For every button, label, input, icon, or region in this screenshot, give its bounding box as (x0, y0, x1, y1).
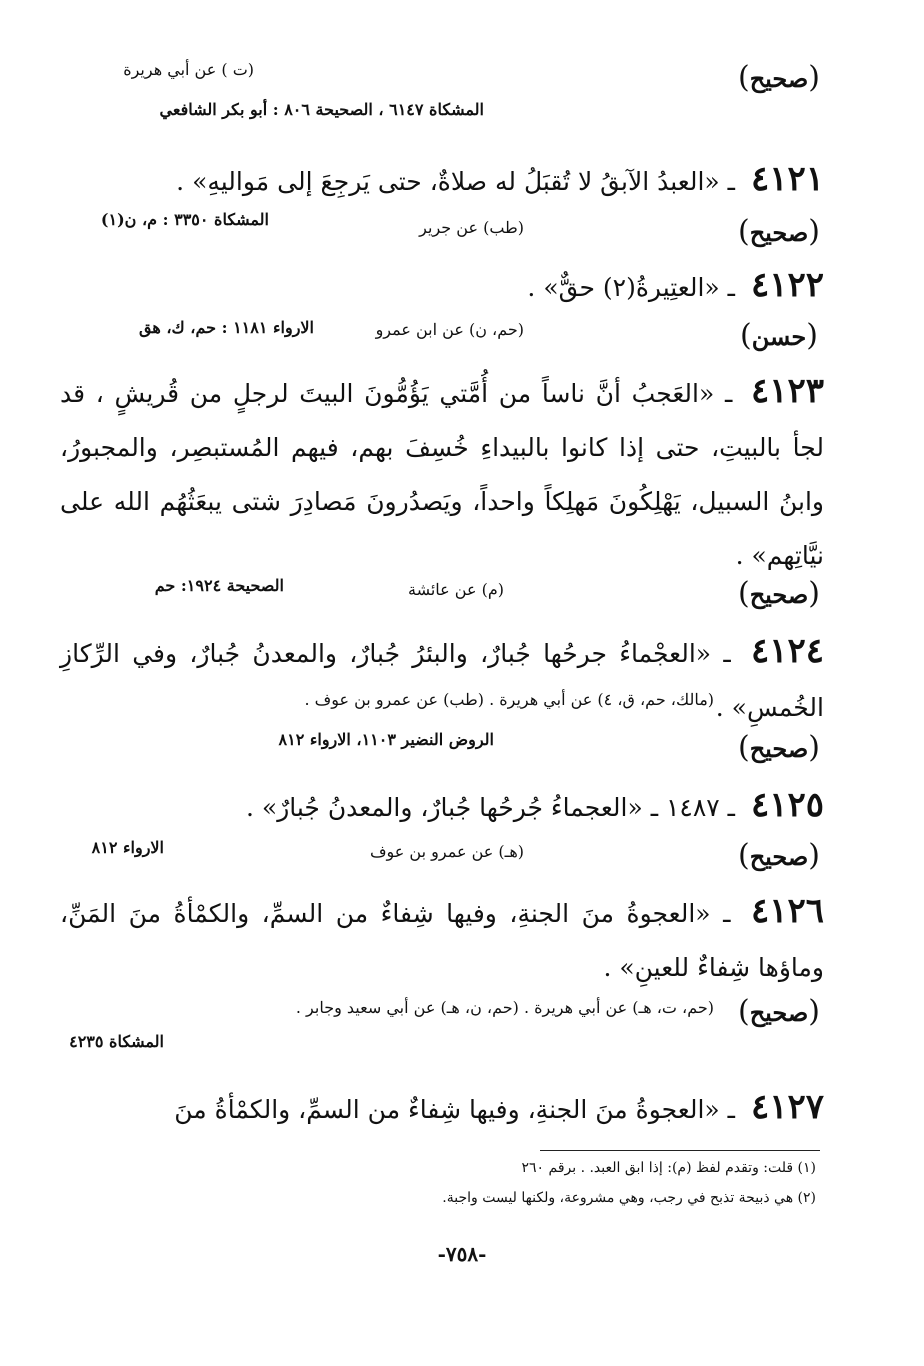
hadith-4121: ٤١٢١ ـ «العبدُ الآبقُ لا تُقبَلُ له صلاةٌ، حتى يَرجِعَ إلى مَواليهِ» . (176, 159, 824, 199)
footnote-1: (١) قلت: وتقدم لفظ (م): إذا ابق العبد. . برقم ٢٦٠ (521, 1160, 816, 1176)
source-citation: (ت ) عن أبي هريرة (123, 60, 254, 79)
reference-text: الارواء ١١٨١ : حم، ك، هق (139, 318, 314, 337)
hadith-4123: ٤١٢٣ ـ «العَجبُ أنَّ ناساً من أُمَّتي يَؤُمُّونَ البيتَ لرجلٍ من قُريشٍ ، قد لجأ بالبيتِ، حتى إذا كانوا بالبيداءِ خُسِفَ بهم، فيهم المُستبصِر، والمجبورُ، وابنُ السبيل، يَهْلِكُونَ مَهلِكاً واحداً، ويَصدُرونَ مَصادِرَ شتى يبعَثُهُم الله على نيَّاتِهم» . (60, 371, 824, 570)
grade-label: (حسن) (740, 318, 818, 353)
grade-label: (صحيح) (737, 214, 821, 249)
hadith-number: ٤١٢٤ (750, 631, 824, 671)
hadith-text: «العَجبُ أنَّ ناساً من أُمَّتي يَؤُمُّونَ البيتَ لرجلٍ من قُريشٍ ، قد لجأ بالبيتِ، حتى إذا كانوا بالبيداءِ خُسِفَ بهم، فيهم المُستبصِر، والمجبورُ، وابنُ السبيل، يَهْلِكُونَ مَهلِكاً واحداً، ويَصدُرونَ مَصادِرَ شتى يبعَثُهُم الله على نيَّاتِهم» . (60, 379, 824, 570)
grade-label: (صحيح) (737, 838, 821, 873)
hadith-4126: ٤١٢٦ ـ «العجوةُ منَ الجنةِ، وفيها شِفاءٌ من السمِّ، والكمْأةُ منَ المَنِّ، وماؤها شِفاءٌ للعينِ» . (60, 891, 825, 982)
hadith-text: «العجْماءُ جرحُها جُبارٌ، والبئرُ جُبارٌ، والمعدنُ جُبارٌ، وفي الرِّكازِ الخُمسِ» . (60, 639, 824, 722)
hadith-4124: ٤١٢٤ ـ «العجْماءُ جرحُها جُبارٌ، والبئرُ جُبارٌ، والمعدنُ جُبارٌ، وفي الرِّكازِ الخُمسِ» . (60, 631, 824, 722)
hadith-number: ٤١٢٣ (750, 371, 824, 411)
hadith-number: ٤١٢٢ (750, 265, 824, 305)
grade-label: (صحيح) (737, 576, 821, 611)
source-citation: (م) عن عائشة (407, 580, 504, 599)
source-citation: (مالك، حم، ق، ٤) عن أبي هريرة . (طب) عن عمرو بن عوف . (304, 690, 714, 709)
footnote-2: (٢) هي ذبيحة تذبح في رجب، وهي مشروعة، ولكنها ليست واجبة. (442, 1190, 816, 1206)
hadith-number: ٤١٢٧ (750, 1087, 824, 1127)
page-number: -٧٥٨- (437, 1242, 487, 1266)
hadith-4127: ٤١٢٧ ـ «العجوةُ منَ الجنةِ، وفيها شِفاءٌ من السمِّ، والكمْأةُ منَ (174, 1087, 824, 1127)
reference-text: المشكاة ٤٢٣٥ (69, 1032, 164, 1051)
reference-text: المشكاة ٦١٤٧ ، الصحيحة ٨٠٦ : أبو بكر الشافعي (159, 100, 484, 119)
source-citation: (حم، ت، هـ) عن أبي هريرة . (حم، ن، هـ) عن أبي سعيد وجابر . (295, 998, 714, 1017)
source-citation: (حم، ن) عن ابن عمرو (375, 320, 524, 339)
hadith-4125: ٤١٢٥ ـ ١٤٨٧ ـ «العجماءُ جُرحُها جُبارٌ، والمعدنُ جُبارٌ» . (246, 785, 824, 825)
reference-text: المشكاة ٣٣٥٠ : م، ن(١) (100, 210, 269, 229)
footnote-divider (540, 1150, 820, 1151)
grade-label: (صحيح) (737, 994, 821, 1029)
hadith-text: ١٤٨٧ ـ «العجماءُ جُرحُها جُبارٌ، والمعدنُ جُبارٌ» . (246, 793, 720, 822)
hadith-number: ٤١٢٦ (750, 891, 825, 931)
hadith-text: «العجوةُ منَ الجنةِ، وفيها شِفاءٌ من السمِّ، والكمْأةُ منَ (174, 1095, 720, 1124)
reference-text: الارواء ٨١٢ (91, 838, 164, 857)
source-citation: (هـ) عن عمرو بن عوف (369, 842, 524, 861)
source-citation: (طب) عن جرير (419, 218, 524, 237)
hadith-text: «العتِيرةُ(٢) حقٌّ» . (527, 273, 720, 302)
grade-label: (صحيح) (737, 730, 821, 765)
hadith-text: «العبدُ الآبقُ لا تُقبَلُ له صلاةٌ، حتى يَرجِعَ إلى مَواليهِ» . (176, 167, 720, 196)
reference-text: الروض النضير ١١٠٣، الارواء ٨١٢ (278, 730, 494, 749)
hadith-number: ٤١٢٥ (750, 785, 824, 825)
reference-text: الصحيحة ١٩٢٤: حم (154, 576, 284, 595)
hadith-text: «العجوةُ منَ الجنةِ، وفيها شِفاءٌ من السمِّ، والكمْأةُ منَ المَنِّ، وماؤها شِفاءٌ للعينِ» . (60, 899, 824, 982)
grade-label: (صحيح) (737, 60, 821, 95)
hadith-4122: ٤١٢٢ ـ «العتِيرةُ(٢) حقٌّ» . (527, 265, 824, 305)
hadith-number: ٤١٢١ (750, 159, 824, 199)
